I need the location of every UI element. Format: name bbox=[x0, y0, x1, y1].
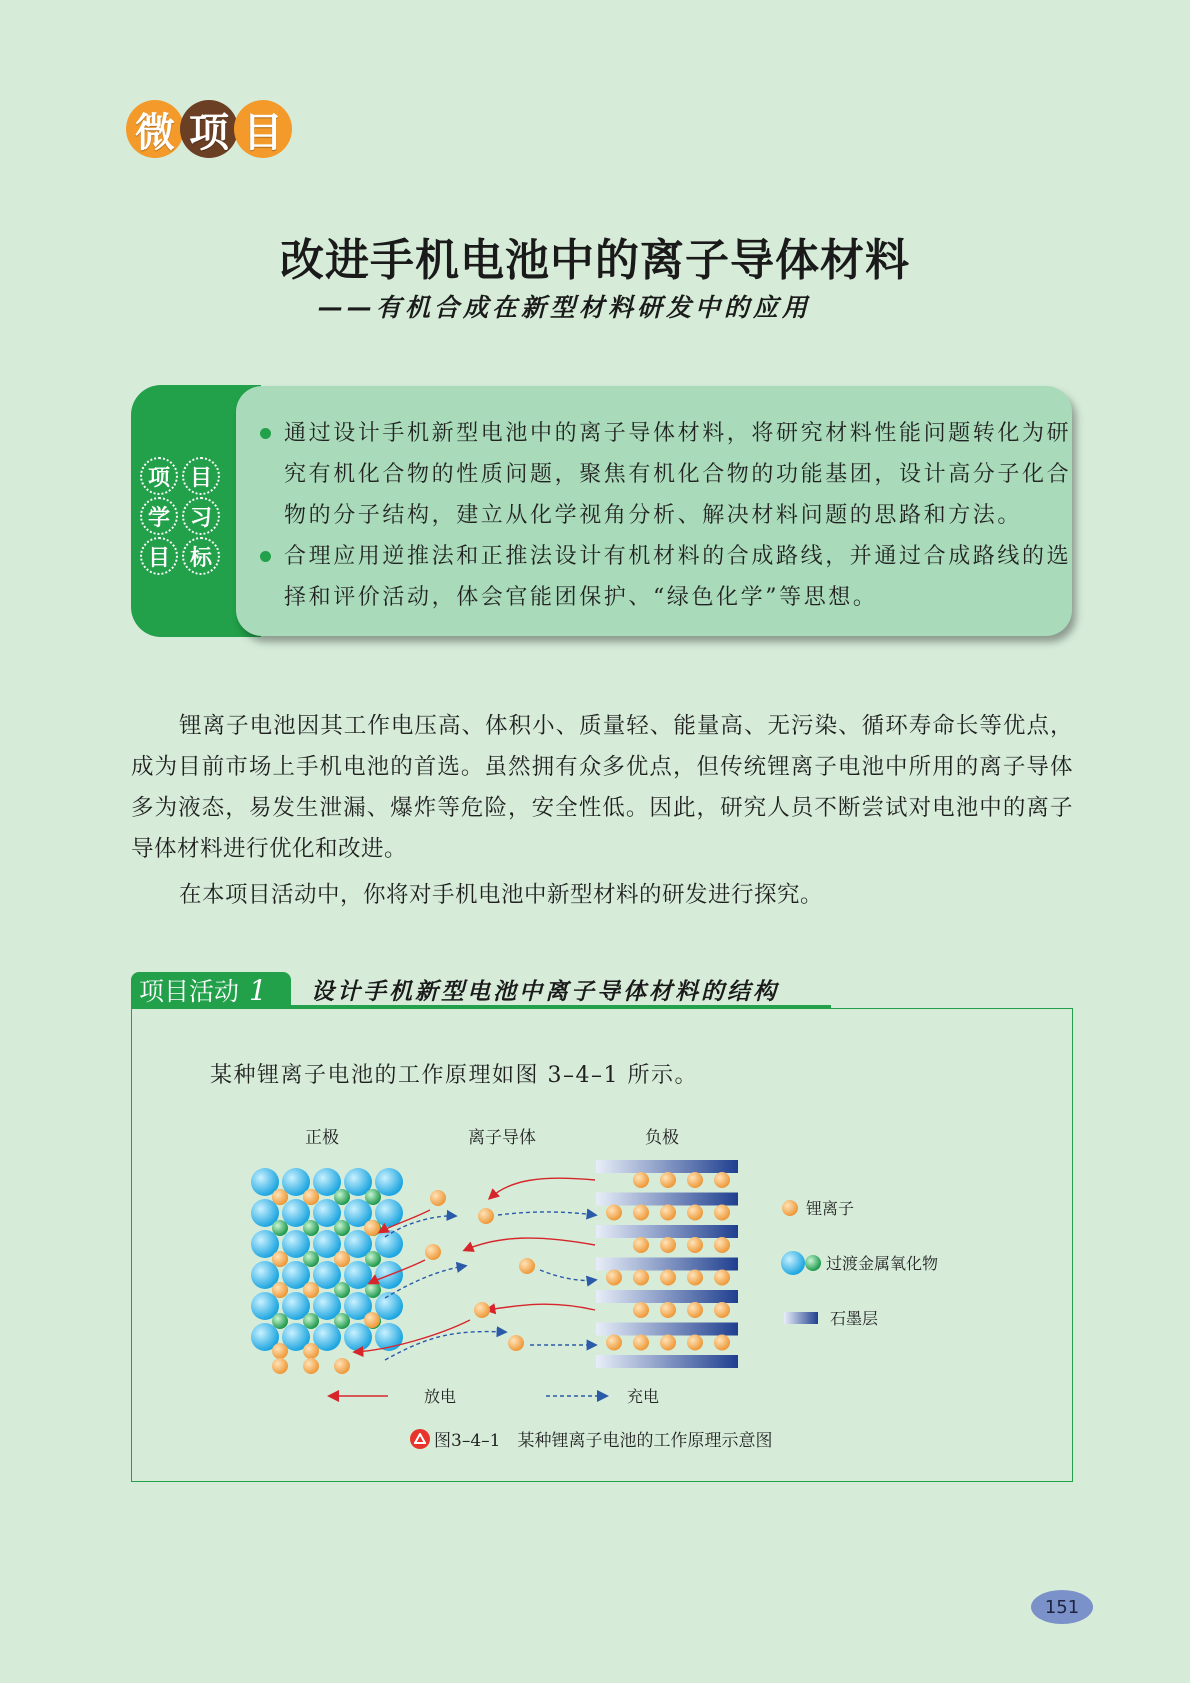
oxide-atom bbox=[334, 1220, 350, 1236]
bullet-icon bbox=[260, 428, 271, 439]
oxide-atom bbox=[303, 1220, 319, 1236]
metal-atom bbox=[344, 1323, 372, 1351]
activity-title: 设计手机新型电池中离子导体材料的结构 bbox=[311, 979, 779, 1005]
li-ion bbox=[633, 1270, 649, 1286]
li-ion bbox=[364, 1312, 380, 1328]
graphite-layer bbox=[596, 1160, 738, 1173]
li-ion bbox=[478, 1208, 494, 1224]
graphite-layer bbox=[596, 1193, 738, 1206]
metal-legend-icon bbox=[781, 1251, 805, 1275]
page-title: 改进手机电池中的离子导体材料 bbox=[280, 235, 910, 286]
li-ion bbox=[334, 1358, 350, 1374]
li-ion bbox=[272, 1343, 288, 1359]
li-ion bbox=[430, 1190, 446, 1206]
graphite-layer bbox=[596, 1290, 738, 1303]
micro-project-badge bbox=[126, 100, 288, 158]
li-ion bbox=[714, 1335, 730, 1351]
discharge-path bbox=[465, 1238, 595, 1250]
li-ion bbox=[660, 1302, 676, 1318]
oxide-legend-icon bbox=[805, 1255, 821, 1271]
li-ion bbox=[606, 1270, 622, 1286]
oxide-atom bbox=[365, 1189, 381, 1205]
goal-text: 合理应用逆推法和正推法设计有机材料的合成路线，并通过合成路线的选择和评价活动，体会官能团保护、“绿色化学”等思想。 bbox=[284, 544, 1072, 610]
legend-li-ion: 锂离子 bbox=[806, 1199, 855, 1218]
cathode-lattice bbox=[251, 1168, 403, 1374]
li-ion bbox=[633, 1302, 649, 1318]
activity-intro: 某种锂离子电池的工作原理如图 3–4–1 所示。 bbox=[210, 1063, 698, 1088]
body-paragraph: 锂离子电池因其工作电压高、体积小、质量轻、能量高、无污染、循环寿命长等优点，成为目前市场上手机电池的首选。虽然拥有众多优点，但传统锂离子电池中所用的离子导体多为液态，易发生泄漏、爆炸等危险，安全性低。因此，研究人员不断尝试对电池中的离子导体材料进行优化和改进。 bbox=[131, 713, 1073, 862]
goal-item bbox=[260, 536, 1074, 618]
figure-marker-icon bbox=[410, 1429, 430, 1449]
goal-item bbox=[260, 413, 1074, 536]
li-ion bbox=[519, 1258, 535, 1274]
li-ion bbox=[714, 1237, 730, 1253]
li-ion bbox=[687, 1270, 703, 1286]
activity-number: 1 bbox=[249, 973, 267, 1007]
li-ion bbox=[714, 1302, 730, 1318]
metal-atom bbox=[375, 1230, 403, 1258]
li-ion bbox=[606, 1335, 622, 1351]
legend-graphite: 石墨层 bbox=[830, 1309, 879, 1328]
li-ion bbox=[303, 1358, 319, 1374]
li-ion bbox=[303, 1189, 319, 1205]
discharge-path bbox=[490, 1178, 595, 1198]
oxide-atom bbox=[272, 1220, 288, 1236]
goals-label-char: 学 bbox=[140, 497, 178, 535]
oxide-atom bbox=[272, 1313, 288, 1329]
graphite-layer bbox=[596, 1258, 738, 1271]
discharge-path bbox=[487, 1304, 595, 1310]
oxide-atom bbox=[334, 1189, 350, 1205]
li-ion bbox=[364, 1220, 380, 1236]
battery-diagram bbox=[240, 1120, 940, 1410]
oxide-atom bbox=[365, 1282, 381, 1298]
li-ion bbox=[334, 1251, 350, 1267]
li-ion bbox=[687, 1302, 703, 1318]
goals-label-char: 项 bbox=[140, 457, 178, 495]
li-ion bbox=[633, 1205, 649, 1221]
negative-label: 负极 bbox=[645, 1128, 679, 1148]
graphite-layer bbox=[596, 1323, 738, 1336]
li-ion bbox=[272, 1358, 288, 1374]
li-ion bbox=[660, 1172, 676, 1188]
li-ion bbox=[303, 1282, 319, 1298]
li-ion bbox=[508, 1335, 524, 1351]
graphite-layer bbox=[596, 1355, 738, 1368]
charge-path bbox=[385, 1332, 505, 1360]
metal-atom bbox=[375, 1292, 403, 1320]
badge-char: 目 bbox=[234, 100, 292, 158]
page-subtitle: ——有机合成在新型材料研发中的应用 bbox=[318, 293, 812, 322]
badge-char: 微 bbox=[126, 100, 184, 158]
li-ion bbox=[687, 1205, 703, 1221]
li-ion bbox=[272, 1282, 288, 1298]
body-paragraph: 在本项目活动中，你将对手机电池中新型材料的研发进行探究。 bbox=[179, 882, 824, 908]
li-ion bbox=[633, 1335, 649, 1351]
goals-label-char: 标 bbox=[182, 537, 220, 575]
activity-tab bbox=[131, 972, 291, 1008]
li-ion bbox=[687, 1172, 703, 1188]
goal-text: 通过设计手机新型电池中的离子导体材料，将研究材料性能问题转化为研究有机化合物的性质问题，聚焦有机化合物的功能基团，设计高分子化合物的分子结构，建立从化学视角分析、解决材料问题的思路和方法。 bbox=[284, 421, 1072, 528]
figure-caption bbox=[410, 1426, 772, 1451]
legend bbox=[781, 1199, 938, 1328]
goals-label-char: 目 bbox=[140, 537, 178, 575]
oxide-atom bbox=[303, 1313, 319, 1329]
li-ion bbox=[606, 1205, 622, 1221]
charge-label: 充电 bbox=[627, 1387, 660, 1406]
li-ion-legend-icon bbox=[782, 1200, 798, 1216]
bullet-icon bbox=[260, 551, 271, 562]
badge-char: 项 bbox=[180, 100, 238, 158]
activity-tab-label: 项目活动 bbox=[139, 977, 240, 1006]
graphite-layer bbox=[596, 1225, 738, 1238]
goals-label-char: 习 bbox=[182, 497, 220, 535]
li-ion bbox=[272, 1189, 288, 1205]
oxide-atom bbox=[303, 1251, 319, 1267]
metal-atom bbox=[375, 1168, 403, 1196]
li-ion bbox=[714, 1270, 730, 1286]
page-number: 151 bbox=[1031, 1590, 1093, 1624]
li-ion bbox=[714, 1172, 730, 1188]
li-ion bbox=[474, 1302, 490, 1318]
li-ion bbox=[272, 1251, 288, 1267]
li-ion bbox=[660, 1270, 676, 1286]
oxide-atom bbox=[334, 1313, 350, 1329]
figure-caption-text: 图3–4–1 某种锂离子电池的工作原理示意图 bbox=[434, 1431, 773, 1451]
goals-label bbox=[140, 457, 228, 577]
legend-oxide: 过渡金属氧化物 bbox=[826, 1254, 939, 1273]
oxide-atom bbox=[365, 1251, 381, 1267]
discharge-label: 放电 bbox=[424, 1387, 457, 1406]
li-ion bbox=[687, 1237, 703, 1253]
li-ion bbox=[303, 1343, 319, 1359]
li-ion bbox=[633, 1172, 649, 1188]
charge-path bbox=[498, 1212, 595, 1215]
li-ion bbox=[425, 1244, 441, 1260]
goals-label-char: 目 bbox=[182, 457, 220, 495]
li-ion bbox=[633, 1237, 649, 1253]
charge-path bbox=[540, 1270, 595, 1281]
li-ion bbox=[660, 1335, 676, 1351]
li-ion bbox=[687, 1335, 703, 1351]
positive-label: 正极 bbox=[305, 1128, 339, 1148]
graphite-legend-icon bbox=[784, 1312, 818, 1324]
anode-graphite bbox=[596, 1160, 738, 1368]
oxide-atom bbox=[334, 1282, 350, 1298]
li-ion bbox=[714, 1205, 730, 1221]
li-ion bbox=[660, 1237, 676, 1253]
li-ion bbox=[660, 1205, 676, 1221]
conductor-label: 离子导体 bbox=[468, 1128, 536, 1148]
